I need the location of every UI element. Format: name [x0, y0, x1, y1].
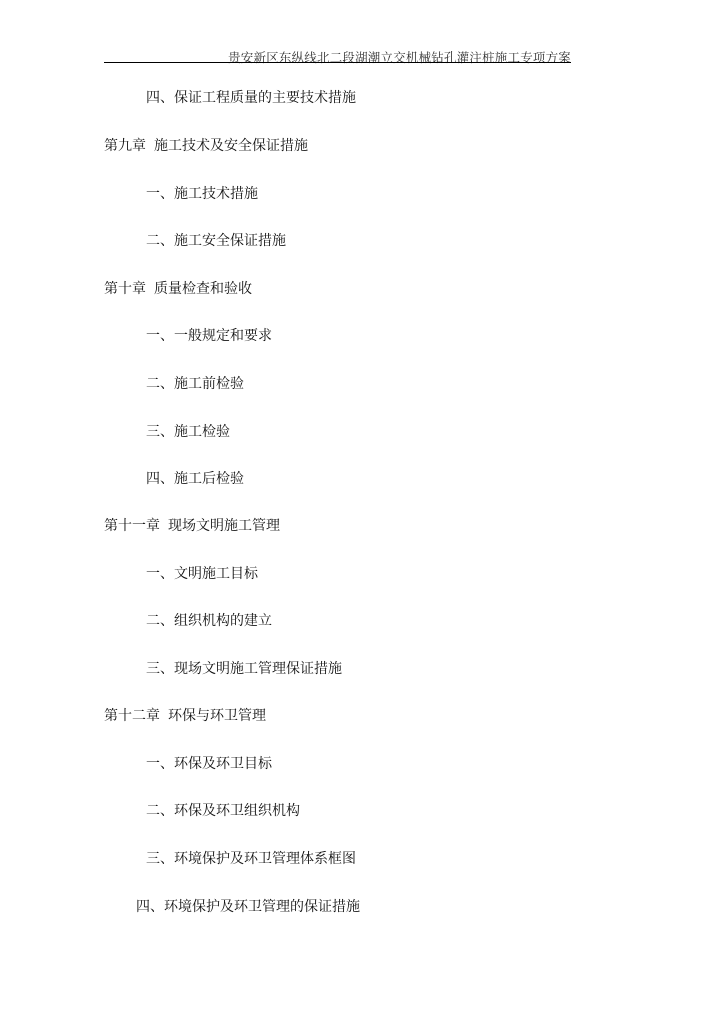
toc-section: 四、施工后检验: [146, 471, 244, 487]
toc-chapter: [104, 707, 266, 725]
toc-section: 三、现场文明施工管理保证措施: [146, 661, 342, 677]
toc-section: 二、组织机构的建立: [146, 613, 272, 629]
toc-section: 三、环境保护及环卫管理体系框图: [146, 851, 356, 867]
toc-section: 一、文明施工目标: [146, 566, 258, 582]
chapter-number: 第十一章: [104, 518, 160, 534]
chapter-title: 质量检查和验收: [154, 281, 252, 297]
toc-section: 四、保证工程质量的主要技术措施: [146, 90, 356, 106]
chapter-number: 第十章: [104, 281, 146, 297]
toc-section: 一、环保及环卫目标: [146, 756, 272, 772]
page-header: [104, 44, 571, 65]
toc-section: 三、施工检验: [146, 424, 230, 440]
chapter-number: 第十二章: [104, 708, 160, 724]
toc-chapter: [104, 280, 252, 298]
chapter-title: 现场文明施工管理: [168, 518, 280, 534]
toc-section: 二、环保及环卫组织机构: [146, 803, 300, 819]
toc-section: 四、环境保护及环卫管理的保证措施: [136, 899, 360, 915]
header-rule: [104, 62, 571, 63]
toc-section: 二、施工安全保证措施: [146, 233, 286, 249]
toc-chapter: [104, 137, 308, 155]
toc-section: 一、施工技术措施: [146, 186, 258, 202]
chapter-number: 第九章: [104, 138, 146, 154]
toc-section: 一、一般规定和要求: [146, 328, 272, 344]
chapter-title: 施工技术及安全保证措施: [154, 138, 308, 154]
toc-section: 二、施工前检验: [146, 376, 244, 392]
header-title: 贵安新区东纵线北二段湖潮立交机械钻孔灌注桩施工专项方案: [228, 50, 571, 65]
toc-chapter: [104, 517, 280, 535]
chapter-title: 环保与环卫管理: [168, 708, 266, 724]
